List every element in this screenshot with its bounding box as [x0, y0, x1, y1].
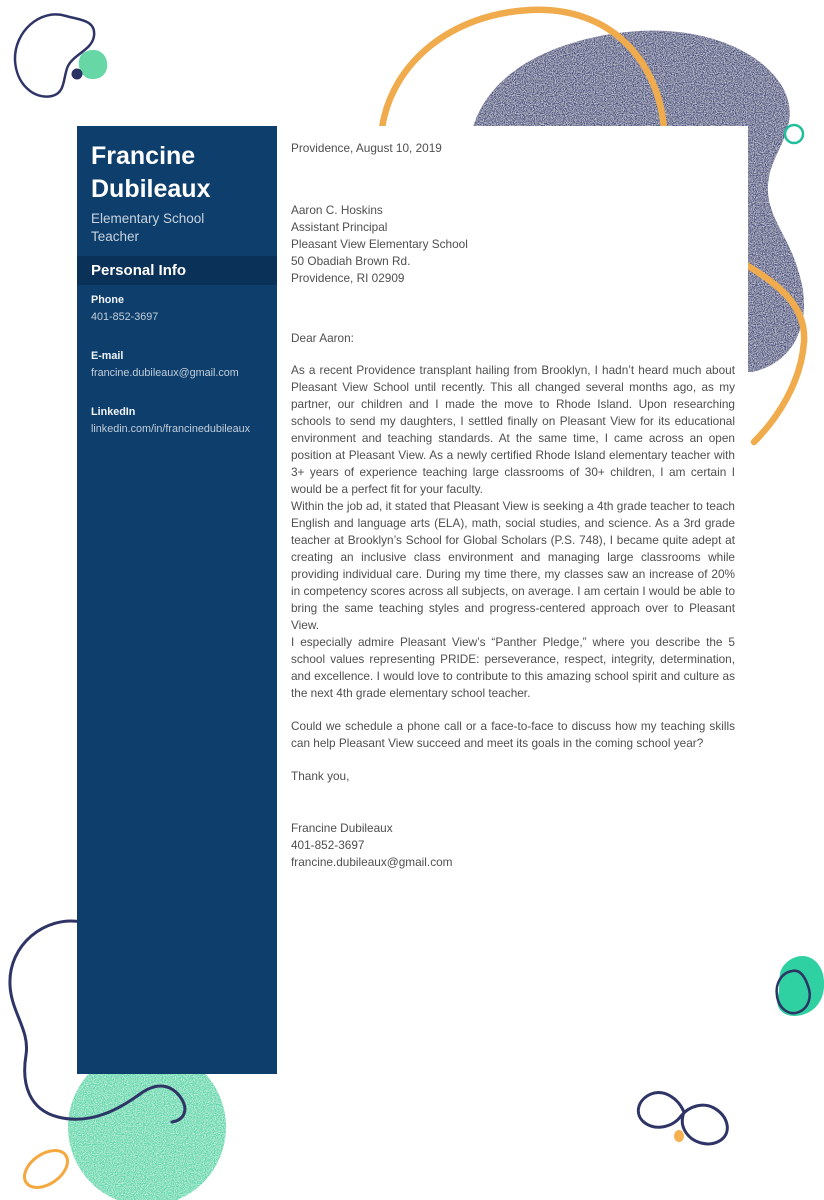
decorative-teal-blob-topleft [79, 50, 108, 79]
paragraph-values: I especially admire Pleasant View’s “Panther Pledge,” where you describe the 5 school values representing PRIDE: perseverance, respect, integrity, determination, and excellence. I would love to contribute to this amazing school spirit and culture as the next 4th grade elementary school teacher. [291, 635, 735, 700]
letter-date: Providence, August 10, 2019 [291, 141, 442, 155]
contact-list [91, 292, 266, 460]
paragraph-experience: Within the job ad, it stated that Pleasant View is seeking a 4th grade teacher to teach English and language arts (ELA), math, social studies, and science. As a 3rd grade teacher at Brooklyn’s School for Global Scholars (P.S. 748), I became quite adept at creating an inclusive class environment and managing large classrooms while providing individual care. During my time there, my classes saw an increase of 20% in competency scores across all subjects, on average. I am certain I would be able to bring the same teaching styles and progress-centered approach over to Pleasant View. [291, 499, 735, 632]
closing-line: Thank you, [291, 769, 350, 783]
decorative-orange-dot [674, 1130, 684, 1142]
linkedin-value: linkedin.com/in/francinedubileaux [91, 423, 251, 435]
email-value: francine.dubileaux@gmail.com [91, 367, 239, 379]
email-label: E-mail [91, 350, 124, 362]
signature-email: francine.dubileaux@gmail.com [291, 855, 453, 869]
recipient-street: 50 Obadiah Brown Rd. [291, 254, 411, 268]
document-page [77, 126, 748, 1074]
contact-group-linkedin [91, 404, 266, 438]
recipient-name: Aaron C. Hoskins [291, 203, 383, 217]
personal-info-heading: Personal Info [77, 256, 277, 285]
phone-label: Phone [91, 294, 124, 306]
phone-value: 401-852-3697 [91, 311, 159, 323]
letter-body [291, 126, 735, 1074]
linkedin-label: LinkedIn [91, 406, 136, 418]
candidate-job-title: Elementary School Teacher [91, 211, 205, 244]
recipient-school: Pleasant View Elementary School [291, 237, 468, 251]
recipient-title: Assistant Principal [291, 220, 388, 234]
paragraph-call-to-action: Could we schedule a phone call or a face-to-face to discuss how my teaching skills can help Pleasant View succeed and meet its goals in the coming school year? [291, 719, 735, 750]
decorative-teal-blob-bottomright [777, 956, 824, 1016]
decorative-navy-dot [72, 69, 83, 80]
signature-block [291, 820, 735, 871]
paragraph-intro: As a recent Providence transplant hailing from Brooklyn, I hadn’t heard much about Pleasant View School until recently. This all changed several months ago, as my partner, our children and I made the move to Rhode Island. Upon researching schools to send my daughters, I settled finally on Pleasant View for its educational environment and teaching standards. At the same time, I came across an open position at Pleasant View. As a newly certified Rhode Island elementary teacher with 3+ years of experience teaching large classrooms of 30+ children, I am certain I would be a perfect fit for your faculty. [291, 363, 735, 496]
salutation: Dear Aaron: [291, 331, 354, 345]
contact-group-phone [91, 292, 266, 326]
signature-name: Francine Dubileaux [291, 821, 393, 835]
decorative-teal-ring [785, 125, 803, 143]
decorative-yellow-oval [18, 1143, 75, 1195]
contact-group-email [91, 348, 266, 382]
candidate-name: Francine Dubileaux [91, 142, 211, 203]
recipient-block [291, 202, 735, 287]
recipient-city: Providence, RI 02909 [291, 271, 405, 285]
signature-phone: 401-852-3697 [291, 838, 365, 852]
sidebar [77, 126, 277, 1074]
